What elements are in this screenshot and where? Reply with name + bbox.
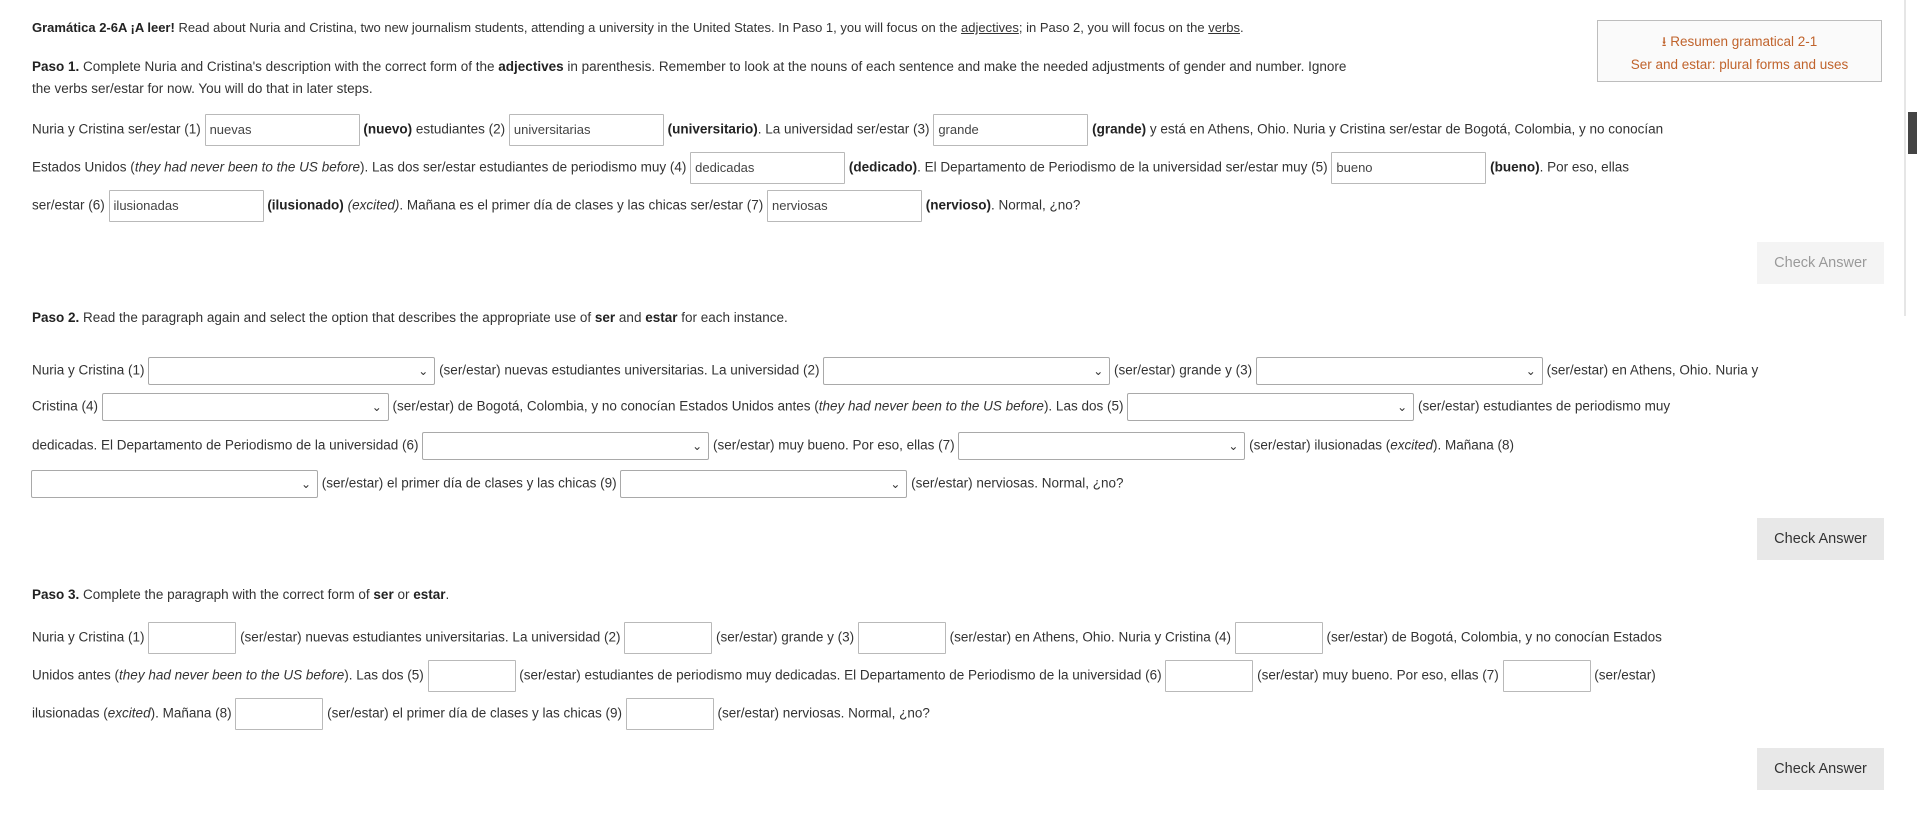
ser-estar-select-2[interactable] <box>823 357 1110 385</box>
paso1-check-answer-button[interactable]: Check Answer <box>1757 242 1884 284</box>
paso1-instructions-line2: the verbs ser/estar for now. You will do that in later steps. <box>32 81 373 96</box>
chevron-down-icon: ⌄ <box>890 477 901 491</box>
scrollbar-thumb[interactable] <box>1908 112 1917 154</box>
ser-estar-select-9[interactable] <box>620 470 907 498</box>
adjectives-link[interactable]: adjectives <box>961 20 1019 35</box>
adjective-input-5[interactable]: bueno <box>1331 152 1486 184</box>
verbs-link[interactable]: verbs <box>1208 20 1240 35</box>
intro-text: Gramática 2-6A ¡A leer! Read about Nuria and Cristina, two new journalism students, attending a university in the United States. In Paso 1, you will focus on the adjectives; in Paso 2, you will focus on the verbs. <box>32 20 1244 35</box>
ser-estar-input-6[interactable] <box>1165 660 1253 692</box>
paso3-line-1: Nuria y Cristina (1) (ser/estar) nuevas estudiantes universitarias. La universidad (2) (ser/estar) grande y (3) (ser/estar) en Athens, Ohio. Nuria y Cristina (4) (ser/estar) de Bogotá, Colombia, y no conocían Estados <box>32 622 1662 654</box>
ser-estar-select-7[interactable] <box>958 432 1245 460</box>
paso1-line-1: Nuria y Cristina ser/estar (1) nuevas (nuevo) estudiantes (2) universitarias (universitario). La universidad ser/estar (3) grande (grande) y está en Athens, Ohio. Nuria y Cristina ser/estar de Bogotá, Colombia, y no conocían <box>32 114 1663 146</box>
chevron-down-icon: ⌄ <box>692 439 703 453</box>
paso1-line-3: ser/estar (6) ilusionadas (ilusionado) (excited). Mañana es el primer día de clases y las chicas ser/estar (7) nerviosas (nervioso). Normal, ¿no? <box>32 190 1080 222</box>
ser-estar-input-5[interactable] <box>428 660 516 692</box>
ser-estar-input-4[interactable] <box>1235 622 1323 654</box>
ser-estar-select-6[interactable] <box>422 432 709 460</box>
paso2-line-2: Cristina (4) ⌄ (ser/estar) de Bogotá, Colombia, y no conocían Estados Unidos antes (they had never been to the US before). Las dos (5) ⌄ (ser/estar) estudiantes de periodismo muy <box>32 393 1670 421</box>
ser-estar-input-8[interactable] <box>235 698 323 730</box>
adjective-input-6[interactable]: ilusionadas <box>109 190 264 222</box>
paso2-line-4: ⌄ (ser/estar) el primer día de clases y las chicas (9) ⌄ (ser/estar) nerviosas. Normal, ¿no? <box>31 470 1123 498</box>
ser-estar-input-9[interactable] <box>626 698 714 730</box>
chevron-down-icon: ⌄ <box>1525 364 1536 378</box>
download-icon: ⭳ <box>1661 34 1667 49</box>
ser-estar-input-7[interactable] <box>1503 660 1591 692</box>
paso3-line-3: ilusionadas (excited). Mañana (8) (ser/estar) el primer día de clases y las chicas (9) (ser/estar) nerviosas. Normal, ¿no? <box>32 698 930 730</box>
chevron-down-icon: ⌄ <box>1228 439 1239 453</box>
adjective-input-3[interactable]: grande <box>933 114 1088 146</box>
ser-estar-select-4[interactable] <box>102 393 389 421</box>
adjective-input-1[interactable]: nuevas <box>205 114 360 146</box>
paso3-line-2: Unidos antes (they had never been to the US before). Las dos (5) (ser/estar) estudiantes de periodismo muy dedicadas. El Departamento de Periodismo de la universidad (6) (ser/estar) muy bueno. Por eso, ellas (7) (ser/estar) <box>32 660 1656 692</box>
paso3-check-answer-button[interactable]: Check Answer <box>1757 748 1884 790</box>
ser-estar-select-1[interactable] <box>148 357 435 385</box>
chevron-down-icon: ⌄ <box>300 477 311 491</box>
paso2-line-3: dedicadas. El Departamento de Periodismo de la universidad (6) ⌄ (ser/estar) muy bueno. Por eso, ellas (7) ⌄ (ser/estar) ilusionadas (excited). Mañana (8) <box>32 432 1514 460</box>
ser-estar-select-5[interactable] <box>1127 393 1414 421</box>
paso2-check-answer-button[interactable]: Check Answer <box>1757 518 1884 560</box>
grammar-summary-link[interactable]: ⭳ Resumen gramatical 2-1 Ser and estar: plural forms and uses <box>1597 20 1882 82</box>
adjective-input-7[interactable]: nerviosas <box>767 190 922 222</box>
chevron-down-icon: ⌄ <box>1093 364 1104 378</box>
ser-estar-input-2[interactable] <box>624 622 712 654</box>
ser-estar-select-8[interactable] <box>31 470 318 498</box>
chevron-down-icon: ⌄ <box>371 400 382 414</box>
adjective-input-2[interactable]: universitarias <box>509 114 664 146</box>
ser-estar-input-3[interactable] <box>858 622 946 654</box>
paso3-instructions: Paso 3. Complete the paragraph with the correct form of ser or estar. <box>32 587 450 602</box>
paso2-instructions: Paso 2. Read the paragraph again and select the option that describes the appropriate use of ser and estar for each instance. <box>32 310 788 325</box>
intro-title: Gramática 2-6A ¡A leer! <box>32 20 175 35</box>
scrollbar-track[interactable] <box>1904 0 1906 316</box>
adjective-input-4[interactable]: dedicadas <box>690 152 845 184</box>
ser-estar-input-1[interactable] <box>148 622 236 654</box>
ser-estar-select-3[interactable] <box>1256 357 1543 385</box>
chevron-down-icon: ⌄ <box>1397 400 1408 414</box>
paso1-instructions: Paso 1. Complete Nuria and Cristina's description with the correct form of the adjectives in parenthesis. Remember to look at the nouns of each sentence and make the needed adjustments of gender and number. Ignore <box>32 59 1347 74</box>
paso1-line-2: Estados Unidos (they had never been to the US before). Las dos ser/estar estudiantes de periodismo muy (4) dedicadas (dedicado). El Departamento de Periodismo de la universidad ser/estar muy (5) bueno (bueno). Por eso, ellas <box>32 152 1629 184</box>
paso2-line-1: Nuria y Cristina (1) ⌄ (ser/estar) nuevas estudiantes universitarias. La universidad (2) ⌄ (ser/estar) grande y (3) ⌄ (ser/estar) en Athens, Ohio. Nuria y <box>32 357 1758 385</box>
chevron-down-icon: ⌄ <box>418 364 429 378</box>
